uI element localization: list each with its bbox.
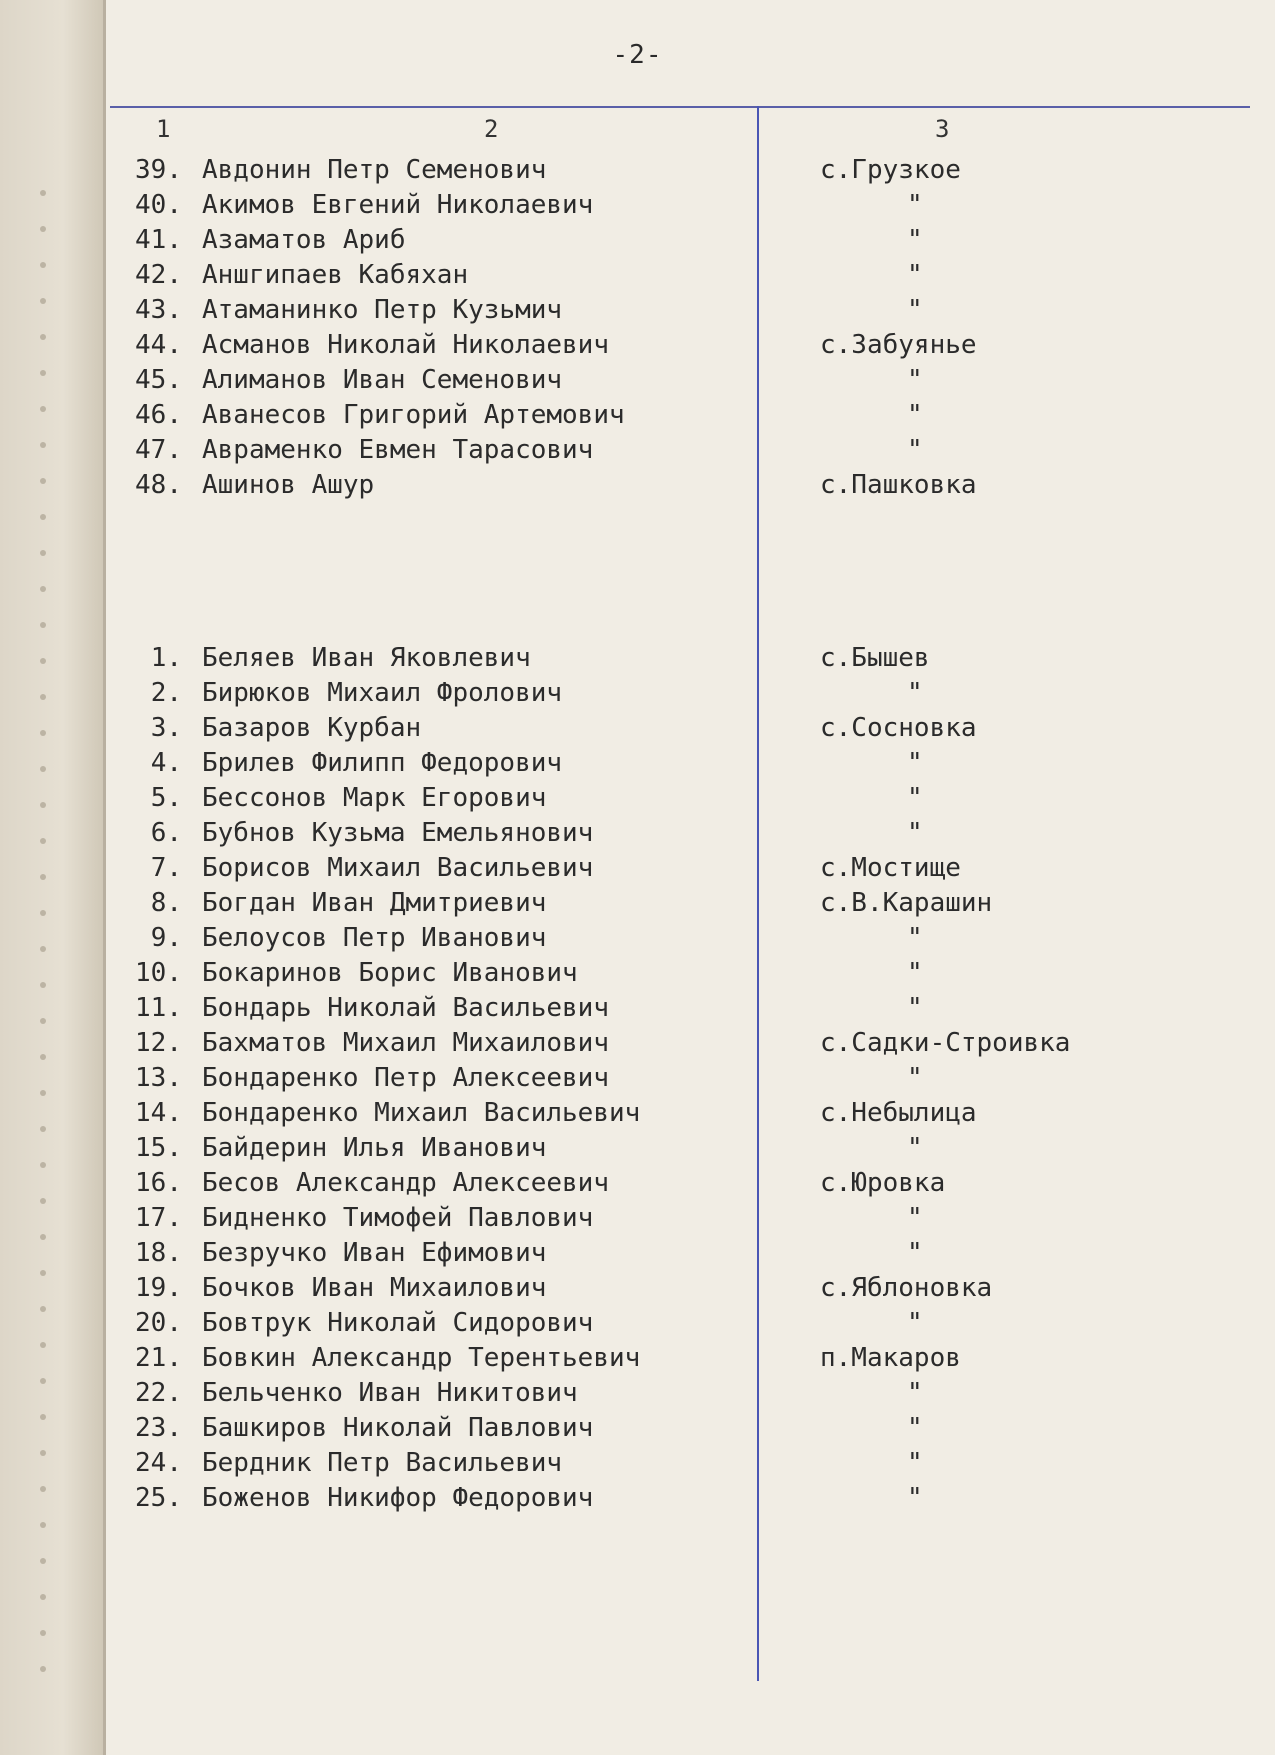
ditto-mark: " [907,1413,923,1443]
table-row [0,1445,1275,1481]
binding-hole [40,766,46,772]
ditto-mark: " [907,190,923,220]
ditto-mark: " [907,1133,923,1163]
binding-hole [40,1414,46,1420]
binding-hole [40,586,46,592]
table-row [0,467,1275,503]
row-number: 43. [135,295,182,325]
person-name: Ашинов Ашур [202,470,375,500]
person-name: Бокаринов Борис Иванович [202,958,578,988]
village-name: п.Макаров [820,1343,961,1373]
ditto-mark: " [907,295,923,325]
binding-hole [40,442,46,448]
binding-hole [40,1522,46,1528]
binding-hole [40,1234,46,1240]
person-name: Бондарь Николай Васильевич [202,993,609,1023]
table-row [0,1060,1275,1096]
row-number: 2. [150,678,182,708]
person-name: Алиманов Иван Семенович [202,365,563,395]
row-number: 22. [135,1378,182,1408]
ditto-mark: " [907,1378,923,1408]
row-number: 40. [135,190,182,220]
person-name: Бессонов Марк Егорович [202,783,547,813]
binding-hole [40,262,46,268]
ditto-mark: " [907,260,923,290]
binding-hole [40,334,46,340]
row-number: 44. [135,330,182,360]
table-row [0,187,1275,223]
row-number: 20. [135,1308,182,1338]
row-number: 12. [135,1028,182,1058]
village-name: с.Небылица [820,1098,977,1128]
person-name: Борисов Михаил Васильевич [202,853,594,883]
binding-hole [40,1306,46,1312]
ditto-mark: " [907,225,923,255]
person-name: Аншгипаев Кабяхан [202,260,469,290]
table-row [0,850,1275,886]
ditto-mark: " [907,923,923,953]
table-row [0,1340,1275,1376]
village-name: с.Садки-Строивка [820,1028,1071,1058]
person-name: Бубнов Кузьма Емельянович [202,818,594,848]
person-name: Атаманинко Петр Кузьмич [202,295,563,325]
row-number: 14. [135,1098,182,1128]
person-name: Брилев Филипп Федорович [202,748,563,778]
row-number: 8. [150,888,182,918]
column-header-name: 2 [484,115,499,143]
ditto-mark: " [907,678,923,708]
binding-hole [40,1630,46,1636]
binding-hole [40,1162,46,1168]
table-row [0,745,1275,781]
ditto-mark: " [907,1063,923,1093]
binding-hole [40,1486,46,1492]
person-name: Авраменко Евмен Тарасович [202,435,594,465]
row-number: 25. [135,1483,182,1513]
table-row [0,1200,1275,1236]
row-number: 16. [135,1168,182,1198]
binding-hole [40,1270,46,1276]
ditto-mark: " [907,748,923,778]
ditto-mark: " [907,818,923,848]
row-number: 24. [135,1448,182,1478]
row-number: 23. [135,1413,182,1443]
binding-hole [40,478,46,484]
village-name: с.Яблоновка [820,1273,993,1303]
row-number: 19. [135,1273,182,1303]
binding-hole [40,1558,46,1564]
person-name: Аванесов Григорий Артемович [202,400,625,430]
binding-hole [40,802,46,808]
binding-hole [40,1018,46,1024]
row-number: 48. [135,470,182,500]
table-row [0,920,1275,956]
row-number: 13. [135,1063,182,1093]
row-number: 41. [135,225,182,255]
row-number: 15. [135,1133,182,1163]
table-row [0,432,1275,468]
binding-hole [40,370,46,376]
person-name: Бочков Иван Михаилович [202,1273,547,1303]
binding-hole [40,1054,46,1060]
binding-hole [40,730,46,736]
row-number: 17. [135,1203,182,1233]
binding-hole [40,658,46,664]
table-row [0,815,1275,851]
ditto-mark: " [907,783,923,813]
table-row [0,1095,1275,1131]
village-name: с.Сосновка [820,713,977,743]
table-row [0,1270,1275,1306]
row-number: 1. [150,643,182,673]
person-name: Безручко Иван Ефимович [202,1238,547,1268]
table-row [0,990,1275,1026]
ditto-mark: " [907,958,923,988]
binding-hole [40,838,46,844]
person-name: Бельченко Иван Никитович [202,1378,578,1408]
table-row [0,1410,1275,1446]
row-number: 9. [150,923,182,953]
row-number: 10. [135,958,182,988]
row-number: 5. [150,783,182,813]
person-name: Бондаренко Петр Алексеевич [202,1063,609,1093]
binding-hole [40,1090,46,1096]
village-name: с.Юровка [820,1168,946,1198]
ditto-mark: " [907,365,923,395]
table-row [0,327,1275,363]
person-name: Акимов Евгений Николаевич [202,190,594,220]
person-name: Азаматов Ариб [202,225,406,255]
row-number: 39. [135,155,182,185]
table-row [0,955,1275,991]
row-number: 45. [135,365,182,395]
binding-hole [40,406,46,412]
ditto-mark: " [907,1238,923,1268]
person-name: Беляев Иван Яковлевич [202,643,531,673]
row-number: 47. [135,435,182,465]
person-name: Боженов Никифор Федорович [202,1483,594,1513]
ditto-mark: " [907,1308,923,1338]
row-number: 4. [150,748,182,778]
person-name: Бердник Петр Васильевич [202,1448,563,1478]
table-row [0,885,1275,921]
person-name: Белоусов Петр Иванович [202,923,547,953]
table-row [0,1375,1275,1411]
binding-hole [40,622,46,628]
table-row [0,710,1275,746]
binding-hole [40,694,46,700]
binding-hole [40,1666,46,1672]
ditto-mark: " [907,993,923,1023]
table-row [0,640,1275,676]
binding-hole [40,982,46,988]
row-number: 7. [150,853,182,883]
village-name: с.Грузкое [820,155,961,185]
person-name: Бесов Александр Алексеевич [202,1168,609,1198]
binding-hole [40,910,46,916]
row-number: 3. [150,713,182,743]
ditto-mark: " [907,1203,923,1233]
binding-hole [40,1594,46,1600]
ditto-mark: " [907,400,923,430]
binding-hole [40,1450,46,1456]
binding-hole [40,946,46,952]
binding-hole [40,1198,46,1204]
binding-hole [40,514,46,520]
table-row [0,362,1275,398]
person-name: Богдан Иван Дмитриевич [202,888,547,918]
binding-hole [40,298,46,304]
column-header-number: 1 [156,115,171,143]
row-number: 42. [135,260,182,290]
binding-hole [40,1378,46,1384]
page-number: -2- [612,40,663,70]
ditto-mark: " [907,1483,923,1513]
person-name: Бондаренко Михаил Васильевич [202,1098,641,1128]
table-row [0,1165,1275,1201]
row-number: 46. [135,400,182,430]
person-name: Бахматов Михаил Михаилович [202,1028,609,1058]
village-name: с.В.Карашин [820,888,993,918]
table-row [0,152,1275,188]
ditto-mark: " [907,435,923,465]
table-row [0,257,1275,293]
village-name: с.Забуянье [820,330,977,360]
row-number: 18. [135,1238,182,1268]
table-row [0,292,1275,328]
column-header-place: 3 [935,115,950,143]
village-name: с.Бышев [820,643,930,673]
binding-hole [40,226,46,232]
binding-hole [40,1342,46,1348]
person-name: Бидненко Тимофей Павлович [202,1203,594,1233]
person-name: Авдонин Петр Семенович [202,155,547,185]
person-name: Базаров Курбан [202,713,422,743]
table-row [0,1130,1275,1166]
person-name: Асманов Николай Николаевич [202,330,609,360]
table-row [0,1480,1275,1516]
person-name: Бовкин Александр Терентьевич [202,1343,641,1373]
village-name: с.Мостище [820,853,961,883]
person-name: Бирюков Михаил Фролович [202,678,563,708]
binding-hole [40,1126,46,1132]
header-rule [110,106,1250,108]
binding-hole [40,874,46,880]
village-name: с.Пашковка [820,470,977,500]
table-row [0,1025,1275,1061]
person-name: Бовтрук Николай Сидорович [202,1308,594,1338]
table-row [0,780,1275,816]
table-row [0,222,1275,258]
row-number: 6. [150,818,182,848]
table-row [0,1305,1275,1341]
person-name: Башкиров Николай Павлович [202,1413,594,1443]
row-number: 21. [135,1343,182,1373]
table-row [0,397,1275,433]
person-name: Байдерин Илья Иванович [202,1133,547,1163]
ditto-mark: " [907,1448,923,1478]
table-row [0,1235,1275,1271]
binding-hole [40,190,46,196]
row-number: 11. [135,993,182,1023]
binding-hole [40,550,46,556]
table-row [0,675,1275,711]
